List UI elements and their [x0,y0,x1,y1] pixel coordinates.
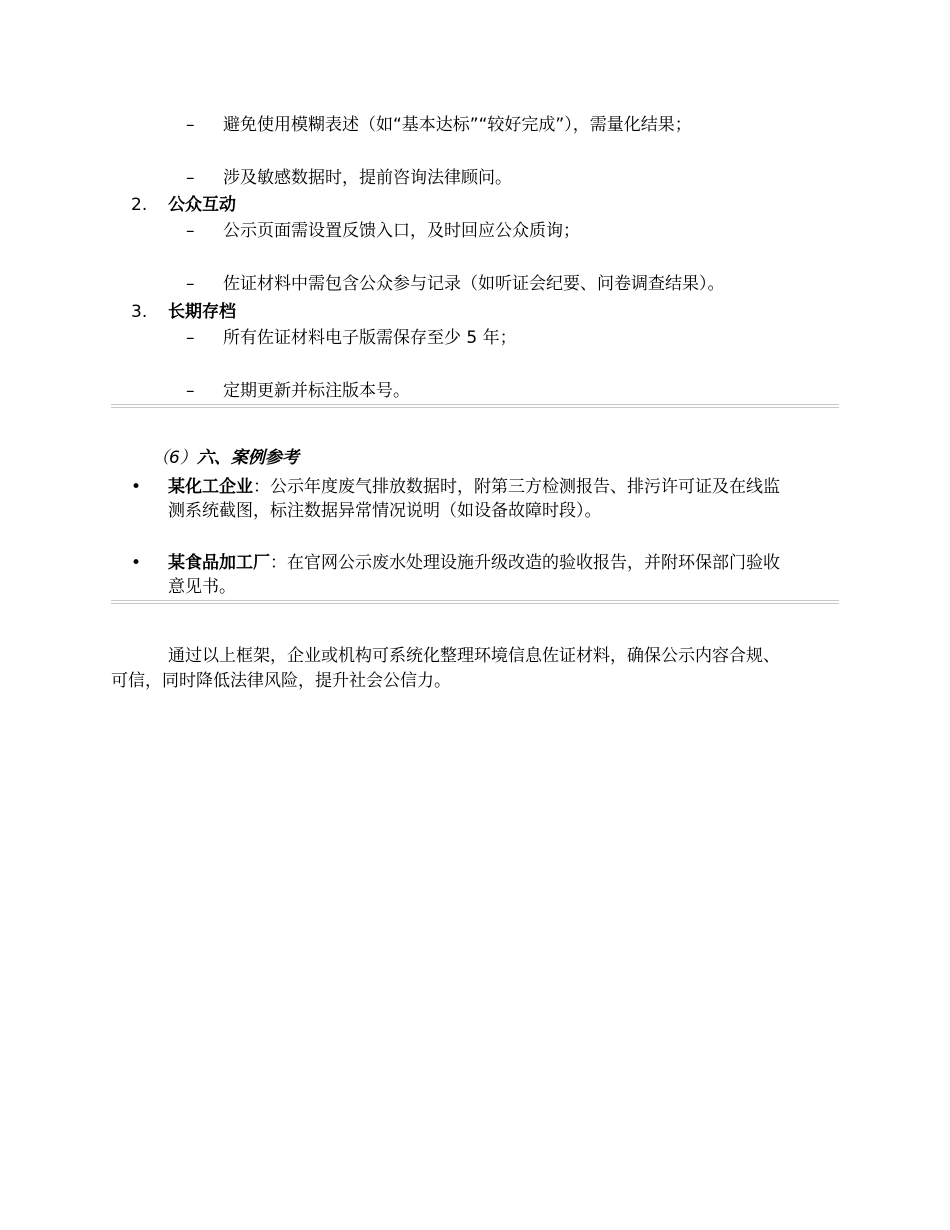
section-heading [152,447,299,469]
conclusion-paragraph-line: 通过以上框架，企业或机构可系统化整理环境信息佐证材料，确保公示内容合规、 [168,646,780,666]
list-number: 3. [131,302,148,322]
list-dash-marker: – [186,328,195,348]
case-line [168,476,780,498]
case-text: 公示年度废气排放数据时，附第三方检测报告、排污许可证及在线监 [270,477,780,497]
case-text: 在官网公示废水处理设施升级改造的验收报告，并附环保部门验收 [287,553,780,573]
list-dash-marker: – [186,274,195,294]
section-divider [111,404,839,408]
section-divider [111,600,839,604]
case-name: 某化工企业 [168,477,253,497]
bullet-marker: • [131,553,142,573]
case-name: 某食品加工厂 [168,553,270,573]
list-item-text: 所有佐证材料电子版需保存至少 5 年； [223,328,517,348]
case-line [168,552,780,574]
list-dash-marker: – [186,381,195,401]
list-item-title: 长期存档 [168,302,236,322]
list-item-text: 定期更新并标注版本号。 [223,381,410,401]
bullet-marker: • [131,477,142,497]
list-number: 2. [131,195,148,215]
case-separator: ： [270,553,287,573]
section-heading-title: 六、案例参考 [196,448,299,468]
conclusion-paragraph-line: 可信，同时降低法律风险，提升社会公信力。 [111,671,451,691]
list-item-text: 佐证材料中需包含公众参与记录（如听证会纪要、问卷调查结果）。 [223,274,725,294]
list-dash-marker: – [186,168,195,188]
case-text-continuation: 意见书。 [168,577,236,597]
case-separator: ： [253,477,270,497]
list-item-text: 公示页面需设置反馈入口，及时回应公众质询； [223,221,580,241]
list-dash-marker: – [186,221,195,241]
list-dash-marker: – [186,115,195,135]
list-item-text: 避免使用模糊表述（如“基本达标”“较好完成”），需量化结果； [223,115,692,135]
list-item-text: 涉及敏感数据时，提前咨询法律顾问。 [223,168,512,188]
case-text-continuation: 测系统截图，标注数据异常情况说明（如设备故障时段）。 [168,501,602,521]
section-heading-prefix: （6） [152,448,197,468]
list-item-title: 公众互动 [168,195,236,215]
